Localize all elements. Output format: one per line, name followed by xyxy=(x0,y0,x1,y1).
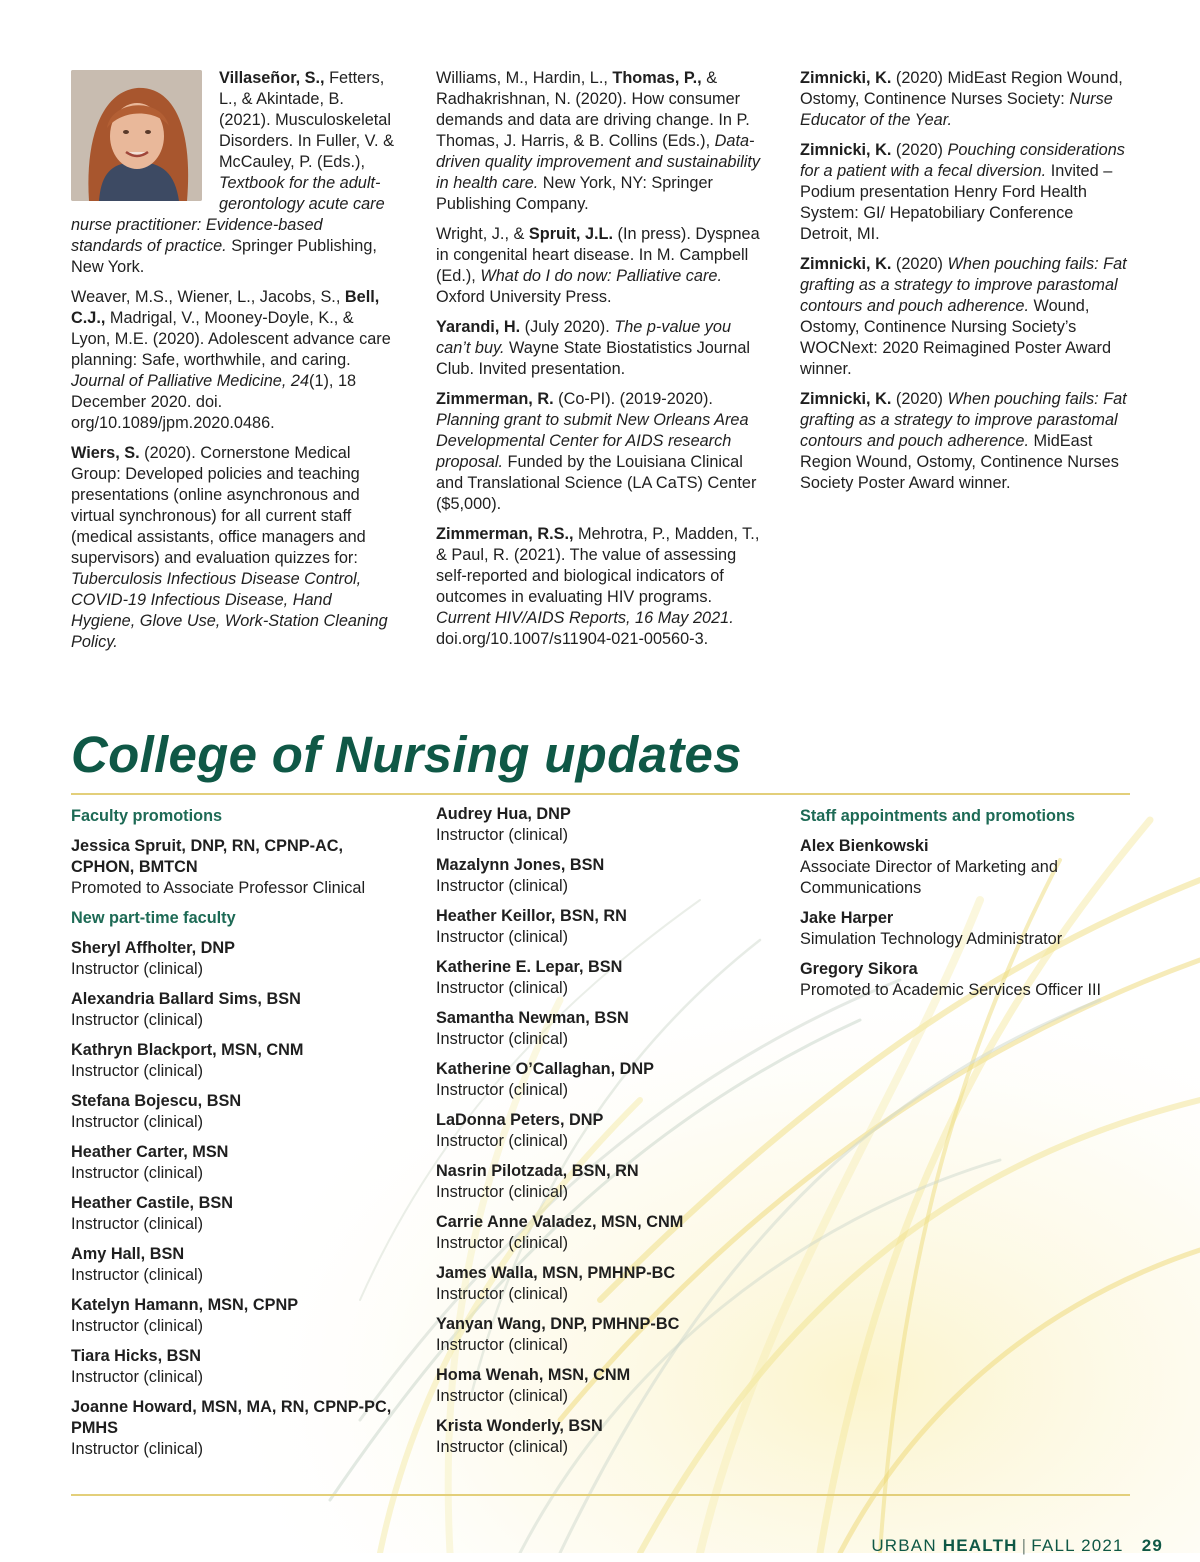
reference-entry: Wright, J., & Spruit, J.L. (In press). Dyspnea in congenital heart disease. In M. Campbell (Ed.), What do I do now: Palliative care. Oxford University Press. xyxy=(436,225,760,306)
staff-list xyxy=(800,836,1130,1001)
reference-entry: Zimnicki, K. (2020) When pouching fails: Fat grafting as a strategy to improve parastomal contours and pouch adherence. MidEast Region Wound, Ostomy, Continence Nurses Society Poster Award winner. xyxy=(800,390,1127,492)
person-role: Instructor (clinical) xyxy=(436,928,569,946)
person-role: Instructor (clinical) xyxy=(71,1317,204,1335)
person-entry xyxy=(436,855,766,897)
person-name: Heather Carter, MSN xyxy=(71,1143,229,1161)
person-role: Instructor (clinical) xyxy=(71,1215,204,1233)
person-role: Instructor (clinical) xyxy=(436,1081,569,1099)
reference-entry: Zimmerman, R.S., Mehrotra, P., Madden, T., & Paul, R. (2021). The value of assessing self-reported and biological indicators of outcomes in evaluating HIV programs. Current HIV/AIDS Reports, 16 May 2021. doi.org/10.1007/s11904-021-00560-3. xyxy=(436,525,760,648)
person-role: Instructor (clinical) xyxy=(71,1368,204,1386)
reference-entry: Zimnicki, K. (2020) MidEast Region Wound, Ostomy, Continence Nurses Society: Nurse Educator of the Year. xyxy=(800,69,1123,129)
person-name: Katherine O’Callaghan, DNP xyxy=(436,1060,655,1078)
person-name: Sheryl Affholter, DNP xyxy=(71,939,236,957)
footer-divider xyxy=(71,1494,1130,1496)
references-column-3 xyxy=(800,68,1130,503)
person-name: Yanyan Wang, DNP, PMHNP-BC xyxy=(436,1315,680,1333)
staff-heading: Staff appointments and promotions xyxy=(800,807,1075,825)
person-entry xyxy=(71,938,401,980)
person-role: Instructor (clinical) xyxy=(436,1132,569,1150)
person-role: Instructor (clinical) xyxy=(436,1234,569,1252)
new-faculty-list xyxy=(71,938,401,1460)
person-name: Stefana Bojescu, BSN xyxy=(71,1092,242,1110)
person-role: Instructor (clinical) xyxy=(71,1440,204,1458)
person-role: Instructor (clinical) xyxy=(71,1113,204,1131)
person-role: Promoted to Academic Services Officer III xyxy=(800,981,1102,999)
reference-entry: Zimnicki, K. (2020) Pouching considerations for a patient with a fecal diversion. Invited – Podium presentation Henry Ford Health System: GI/ Hepatobiliary Conference Detroit, MI. xyxy=(800,141,1125,243)
page-number: 29 xyxy=(1141,1536,1163,1555)
person-entry xyxy=(71,836,401,899)
reference-entry: Yarandi, H. (July 2020). The p-value you can’t buy. Wayne State Biostatistics Journal Club. Invited presentation. xyxy=(436,318,751,378)
person-role: Instructor (clinical) xyxy=(436,1336,569,1354)
author-portrait-photo xyxy=(71,70,202,201)
person-role: Instructor (clinical) xyxy=(436,1285,569,1303)
person-entry xyxy=(436,1314,766,1356)
person-name: Alex Bienkowski xyxy=(800,837,929,855)
new-faculty-heading: New part-time faculty xyxy=(71,909,236,927)
person-name: Tiara Hicks, BSN xyxy=(71,1347,202,1365)
section-title: College of Nursing updates xyxy=(71,726,742,783)
person-entry xyxy=(436,1263,766,1305)
person-name: Gregory Sikora xyxy=(800,960,918,978)
reference-entry: Weaver, M.S., Wiener, L., Jacobs, S., Bell, C.J., Madrigal, V., Mooney-Doyle, K., & Lyon, M.E. (2020). Adolescent advance care planning: Safe, worthwhile, and caring. Journal of Palliative Medicine, 24(1), 18 December 2020. doi. org/10.1089/jpm.2020.0486. xyxy=(71,288,391,432)
reference-entry: Wiers, S. (2020). Cornerstone Medical Group: Developed policies and teaching presentations (online asynchronous and virtual synchronous) for all current staff (medical assistants, office managers and supervisors) and evaluation quizzes for: Tuberculosis Infectious Disease Control, COVID-19 Infectious Disease, Hand Hygiene, Glove Use, Work-Station Cleaning Policy. xyxy=(71,444,388,651)
reference-entry: Zimmerman, R. (Co-PI). (2019-2020). Planning grant to submit New Orleans Area Developmental Center for AIDS research proposal. Funded by the Louisiana Clinical and Translational Science (LA CaTS) Center ($5,000). xyxy=(436,390,757,513)
person-role: Instructor (clinical) xyxy=(436,826,569,844)
person-name: Amy Hall, BSN xyxy=(71,1245,185,1263)
person-role: Simulation Technology Administrator xyxy=(800,930,1063,948)
person-name: Heather Castile, BSN xyxy=(71,1194,233,1212)
references-column-1 xyxy=(71,68,396,662)
person-name: Nasrin Pilotzada, BSN, RN xyxy=(436,1162,639,1180)
person-name: Katherine E. Lepar, BSN xyxy=(436,958,623,976)
person-role: Instructor (clinical) xyxy=(71,1011,204,1029)
issue-label: FALL 2021 xyxy=(1031,1536,1124,1555)
reference-entry: Williams, M., Hardin, L., Thomas, P., & Radhakrishnan, N. (2020). How consumer demands and data are driving change. In P. Thomas, J. Harris, & B. Collins (Eds.), Data-driven quality improvement and sustainability in health care. New York, NY: Springer Publishing Company. xyxy=(436,69,760,213)
person-role: Instructor (clinical) xyxy=(71,960,204,978)
person-name: Jessica Spruit, DNP, RN, CPNP-AC, CPHON, BMTCN xyxy=(71,837,344,876)
person-role: Instructor (clinical) xyxy=(71,1062,204,1080)
person-name: Homa Wenah, MSN, CNM xyxy=(436,1366,631,1384)
person-name: Katelyn Hamann, MSN, CPNP xyxy=(71,1296,299,1314)
person-entry xyxy=(71,1295,401,1337)
person-name: Joanne Howard, MSN, MA, RN, CPNP-PC, PMHS xyxy=(71,1398,392,1437)
person-role: Instructor (clinical) xyxy=(71,1164,204,1182)
person-entry xyxy=(436,1365,766,1407)
person-name: Kathryn Blackport, MSN, CNM xyxy=(71,1041,304,1059)
new-faculty-list-continued xyxy=(436,804,766,1458)
person-entry xyxy=(71,1142,401,1184)
person-role: Instructor (clinical) xyxy=(436,1438,569,1456)
person-entry xyxy=(800,908,1130,950)
reference-entry: Villaseñor, S., Fetters, L., & Akintade, B. (2021). Musculoskeletal Disorders. In Fuller, V. & McCauley, P. (Eds.), Textbook for the adult-gerontology acute care nurse practitioner: Evidence-based standards of practice. Springer Publishing, New York. xyxy=(71,69,394,276)
person-role: Instructor (clinical) xyxy=(436,1387,569,1405)
magazine-name-health: HEALTH xyxy=(942,1536,1018,1555)
section-divider xyxy=(71,793,1130,795)
updates-column-3 xyxy=(800,804,1130,1010)
person-name: James Walla, MSN, PMHNP-BC xyxy=(436,1264,676,1282)
person-entry xyxy=(800,836,1130,899)
person-entry xyxy=(800,959,1130,1001)
updates-column-2 xyxy=(436,804,766,1467)
magazine-name-urban: URBAN xyxy=(871,1536,937,1555)
person-name: Carrie Anne Valadez, MSN, CNM xyxy=(436,1213,684,1231)
person-entry xyxy=(436,1416,766,1458)
person-name: Audrey Hua, DNP xyxy=(436,805,571,823)
person-entry xyxy=(436,906,766,948)
person-name: Samantha Newman, BSN xyxy=(436,1009,629,1027)
person-entry xyxy=(71,1244,401,1286)
person-entry xyxy=(71,1397,401,1460)
person-entry xyxy=(71,989,401,1031)
references-column-2 xyxy=(436,68,769,659)
person-name: Krista Wonderly, BSN xyxy=(436,1417,603,1435)
page-footer xyxy=(871,1536,1163,1562)
footer-separator: | xyxy=(1021,1536,1028,1555)
person-name: LaDonna Peters, DNP xyxy=(436,1111,604,1129)
person-entry xyxy=(436,804,766,846)
person-entry xyxy=(436,1161,766,1203)
person-role: Instructor (clinical) xyxy=(436,877,569,895)
person-role: Promoted to Associate Professor Clinical xyxy=(71,879,366,897)
person-entry xyxy=(436,957,766,999)
updates-column-1 xyxy=(71,804,401,1469)
person-role: Associate Director of Marketing and Communications xyxy=(800,858,1058,897)
person-entry xyxy=(71,1346,401,1388)
reference-entry: Zimnicki, K. (2020) When pouching fails: Fat grafting as a strategy to improve parastomal contours and pouch adherence. Wound, Ostomy, Continence Nursing Society’s WOCNext: 2020 Reimagined Poster Award winner. xyxy=(800,255,1127,378)
person-role: Instructor (clinical) xyxy=(71,1266,204,1284)
person-entry xyxy=(436,1059,766,1101)
person-role: Instructor (clinical) xyxy=(436,1030,569,1048)
person-role: Instructor (clinical) xyxy=(436,979,569,997)
faculty-promotions-list xyxy=(71,836,401,899)
person-entry xyxy=(71,1193,401,1235)
person-entry xyxy=(436,1008,766,1050)
person-name: Jake Harper xyxy=(800,909,894,927)
person-entry xyxy=(71,1091,401,1133)
person-role: Instructor (clinical) xyxy=(436,1183,569,1201)
person-entry xyxy=(71,1040,401,1082)
faculty-promotions-heading: Faculty promotions xyxy=(71,807,223,825)
person-entry xyxy=(436,1212,766,1254)
person-entry xyxy=(436,1110,766,1152)
person-name: Mazalynn Jones, BSN xyxy=(436,856,605,874)
person-name: Heather Keillor, BSN, RN xyxy=(436,907,627,925)
person-name: Alexandria Ballard Sims, BSN xyxy=(71,990,301,1008)
